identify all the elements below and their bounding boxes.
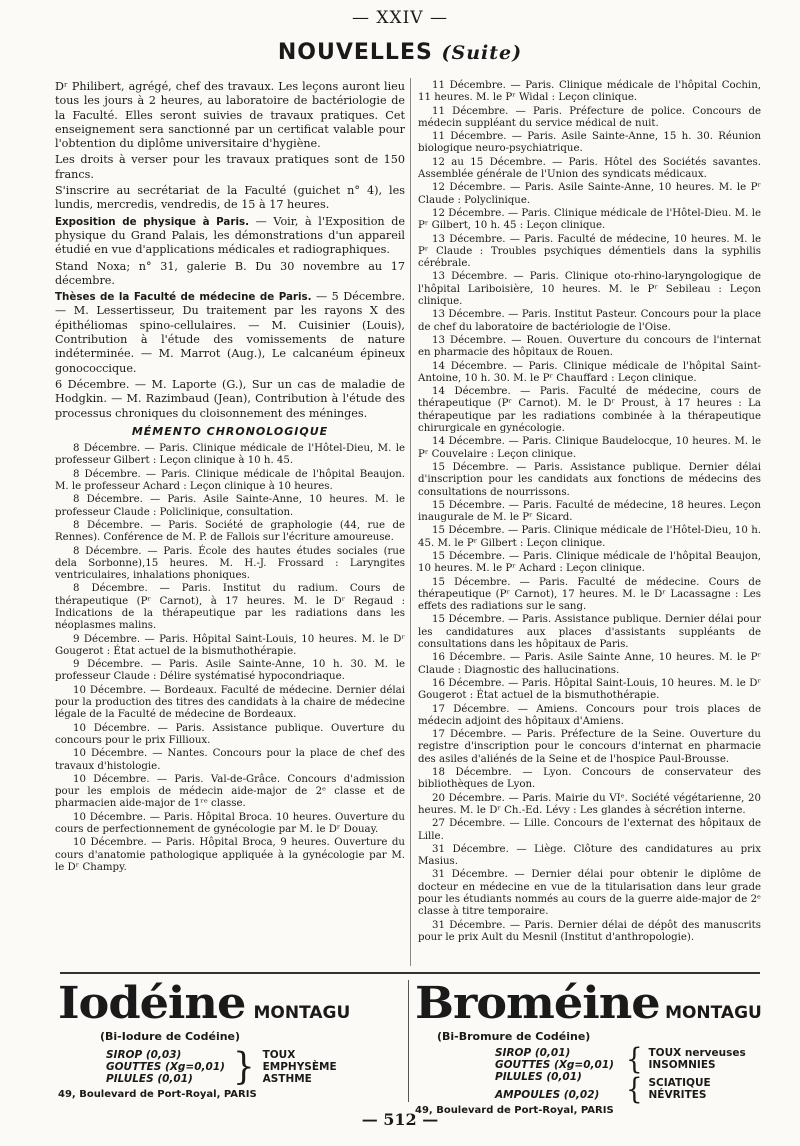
bromeine-subtitle: (Bi-Bromure de Codéine) <box>437 1030 591 1043</box>
memento-entry: 8 Décembre. — Paris. Institut du radium. Cours de thérapeutique (Pʳ Carnot), à 17 heures. M. le Dʳ Regaud : Indications de la thérapeutique par les radiations dans les néoplasmes malins. <box>55 583 405 632</box>
memento-entry: 18 Décembre. — Lyon. Concours de conservateur des bibliothèques de Lyon. <box>418 767 761 791</box>
section-title <box>0 40 800 65</box>
memento-entry: 15 Décembre. — Paris. Faculté de médecine, 18 heures. Leçon inaugurale de M. le Pʳ Sicard. <box>418 499 761 524</box>
page-number: — 512 — <box>361 1110 439 1129</box>
bromeine-indications: TOUX nerveuses INSOMNIES <box>648 1047 746 1071</box>
memento-entry: 8 Décembre. — Paris. Société de graphologie (44, rue de Rennes). Conférence de M. P. de Fallois sur l'écriture amoureuse. <box>55 519 405 544</box>
right-column <box>418 80 761 945</box>
memento-entry: 13 Décembre. — Paris. Institut Pasteur. Concours pour la place de chef du laboratoire de bactériologie de l'Oise. <box>418 309 761 333</box>
memento-entry: 10 Décembre. — Nantes. Concours pour la place de chef des travaux d'histologie. <box>55 748 405 772</box>
bromeine-advert <box>408 978 765 1116</box>
memento-entry: 10 Décembre. — Paris. Val-de-Grâce. Concours d'admission pour les emplois de médecin aide-major de 2ᵉ classe et de pharmacien aide-major de 1ʳᵉ classe. <box>55 773 405 810</box>
advert-rule <box>60 972 760 974</box>
expo-heading: Exposition de physique à Paris. <box>55 215 250 228</box>
memento-entry: 15 Décembre. — Paris. Clinique médicale de l'hôpital Beaujon, 10 heures. M. le Pʳ Achard : Leçon clinique. <box>418 550 761 575</box>
bromeine-address: 49, Boulevard de Port-Royal, PARIS <box>415 1105 614 1116</box>
theses-heading: Thèses de la Faculté de médecine de Paris. <box>55 291 312 304</box>
memento-entry: 12 Décembre. — Paris. Clinique médicale de l'Hôtel-Dieu. M. le Pʳ Gilbert, 10 h. 45 : Leçon clinique. <box>418 207 761 232</box>
brace-icon: { <box>625 1043 643 1077</box>
memento-entry: 14 Décembre. — Paris. Clinique Baudelocque, 10 heures. M. le Pʳ Couvelaire : Leçon clinique. <box>418 436 761 460</box>
brace-icon: { <box>625 1073 643 1107</box>
section-title-suffix: (Suite) <box>441 42 523 64</box>
memento-entry: 20 Décembre. — Paris. Mairie du VIᵉ. Société végétarienne, 20 heures. M. le Dʳ Ch.-Ed. Lévy : Les glandes à sécrétion interne. <box>418 792 761 816</box>
memento-entry: 9 Décembre. — Paris. Asile Sainte-Anne, 10 h. 30. M. le professeur Claude : Délire systématisé hypocondriaque. <box>55 659 405 683</box>
memento-entry: 13 Décembre. — Paris. Faculté de médecine, 10 heures. M. le Pʳ Claude : Troubles psychiques démentiels dans la syphilis cérébrale. <box>418 233 761 270</box>
iodeine-indications: TOUX EMPHYSÈME ASTHME <box>262 1049 337 1085</box>
memento-entry: 8 Décembre. — Paris. École des hautes études sociales (rue dela Sorbonne),15 heures. M. H.-J. Frossard : Laryngites ventriculaires, inhalations phoniques. <box>55 545 405 582</box>
memento-entry: 15 Décembre. — Paris. Clinique médicale de l'Hôtel-Dieu, 10 h. 45. M. le Pʳ Gilbert : Leçon clinique. <box>418 525 761 549</box>
brace-icon: } <box>232 1045 255 1089</box>
intro-paragraph: Dʳ Philibert, agrégé, chef des travaux. Les leçons auront lieu tous les jours à 2 heures, au laboratoire de bactériologie de la Faculté. Elles seront suivies de travaux pratiques. Cet enseignement sera sanctionné par un certificat valable pour l'obtention du diplôme universitaire d'hygiène. <box>55 80 405 151</box>
memento-entry: 17 Décembre. — Paris. Préfecture de la Seine. Ouverture du registre d'inscription pour le concours d'internat en pharmacie des asiles d'aliénés de la Seine et de l'hospice Paul-Brousse. <box>418 729 761 765</box>
memento-heading: MÉMENTO CHRONOLOGIQUE <box>131 424 329 438</box>
section-title-text: NOUVELLES <box>277 40 433 65</box>
memento-entry: 31 Décembre. — Paris. Dernier délai de dépôt des manuscrits pour le prix Ault du Mesnil (Institut d'anthropologie). <box>418 919 761 943</box>
memento-entry: 8 Décembre. — Paris. Asile Sainte-Anne, 10 heures. M. le professeur Claude : Policlinique, consultation. <box>55 494 405 518</box>
memento-entry: 11 Décembre. — Paris. Asile Sainte-Anne, 15 h. 30. Réunion biologique neuro-psychiatrique. <box>418 131 761 155</box>
memento-entry: 16 Décembre. — Paris. Asile Sainte Anne, 10 heures. M. le Pʳ Claude : Diagnostic des hallucinations. <box>418 652 761 676</box>
memento-entry: 14 Décembre. — Paris. Faculté de médecine, cours de thérapeutique (Pʳ Carnot). M. le Dʳ Proust, à 17 heures : La thérapeutique par les radiations combinée à la thérapeutique chirurgicale en gynécologie. <box>418 386 761 435</box>
memento-entry: 16 Décembre. — Paris. Hôpital Saint-Louis, 10 heures. M. le Dʳ Gougerot : État actuel de la bismuthothérapie. <box>418 677 761 702</box>
stand-paragraph: Stand Noxa; n° 31, galerie B. Du 30 novembre au 17 décembre. <box>55 259 405 287</box>
bromeine-indications-2: SCIATIQUE NÉVRITES <box>648 1077 711 1101</box>
memento-entry: 15 Décembre. — Paris. Assistance publique. Dernier délai d'inscription pour les candidats aux fonctions de médecins des consultations de nourrissons. <box>418 461 761 498</box>
memento-entry: 13 Décembre. — Paris. Clinique oto-rhino-laryngologique de l'hôpital Lariboisière, 10 heures. M. le Pʳ Sebileau : Leçon clinique. <box>418 271 761 308</box>
page-roman-number: — XXIV — <box>351 8 448 28</box>
memento-entry: 31 Décembre. — Liège. Clôture des candidatures au prix Masius. <box>418 843 761 868</box>
iodeine-maker: MONTAGU <box>253 1003 351 1023</box>
column-divider <box>410 78 411 966</box>
memento-entry: 15 Décembre. — Paris. Assistance publique. Dernier délai pour les candidatures aux places d'assistants suppléants de consultations dans les hôpitaux de Paris. <box>418 614 761 651</box>
bromeine-doses: SIROP (0,01) GOUTTES (Xg=0,01) PILULES (0,01) AMPOULES (0,02) <box>495 1047 614 1101</box>
memento-entry: 17 Décembre. — Amiens. Concours pour trois places de médecin adjoint des hôpitaux d'Amiens. <box>418 703 761 727</box>
left-column <box>55 80 405 875</box>
memento-entry: 12 Décembre. — Paris. Asile Sainte-Anne, 10 heures. M. le Pʳ Claude : Polyclinique. <box>418 182 761 206</box>
bromeine-brand: Broméine <box>415 978 660 1029</box>
iodeine-doses: SIROP (0,03) GOUTTES (Xg=0,01) PILULES (0,01) <box>106 1049 225 1085</box>
theses-paragraph-2: 6 Décembre. — M. Laporte (G.), Sur un cas de maladie de Hodgkin. — M. Razimbaud (Jean), Contribution à l'étude des processus chroniques du cloisonnement des méninges. <box>55 377 405 420</box>
intro-paragraph: S'inscrire au secrétariat de la Faculté (guichet n° 4), les lundis, mercredis, vendredis, de 15 à 17 heures. <box>55 184 405 212</box>
memento-entry: 9 Décembre. — Paris. Hôpital Saint-Louis, 10 heures. M. le Dʳ Gougerot : État actuel de la bismuthothérapie. <box>55 633 405 657</box>
memento-entry: 27 Décembre. — Lille. Concours de l'externat des hôpitaux de Lille. <box>418 818 761 842</box>
expo-paragraph: Exposition de physique à Paris. — Voir, à l'Exposition de physique du Grand Palais, les démonstrations d'un appareil étudié en vue d'applications médicales et radiographiques. <box>55 214 405 257</box>
intro-paragraph: Les droits à verser pour les travaux pratiques sont de 150 francs. <box>55 153 405 181</box>
memento-entry: 8 Décembre. — Paris. Clinique médicale de l'Hôtel-Dieu, M. le professeur Gilbert : Leçon clinique à 10 h. 45. <box>55 443 405 467</box>
theses-paragraph: Thèses de la Faculté de médecine de Paris. — 5 Décembre. — M. Lessertisseur, Du traitement par les rayons X des épithéliomas spino-cellulaires. — M. Cuisinier (Louis), Contribution à l'étude des vomissements de nature indéterminée. — M. Marrot (Aug.), Le calcanéum épineux gonococcique. <box>55 290 405 375</box>
memento-entry: 10 Décembre. — Paris. Hôpital Broca. 10 heures. Ouverture du cours de perfectionnement de gynécologie par M. le Dʳ Douay. <box>55 811 405 836</box>
memento-entry: 8 Décembre. — Paris. Clinique médicale de l'hôpital Beaujon. M. le professeur Achard : Leçon clinique à 10 heures. <box>55 468 405 493</box>
memento-entry: 15 Décembre. — Paris. Faculté de médecine. Cours de thérapeutique (Pʳ Carnot), 17 heures. M. le Dʳ Lacassagne : Les effets des radiations sur le sang. <box>418 576 761 613</box>
iodeine-brand: Iodéine <box>58 978 246 1029</box>
memento-entry: 10 Décembre. — Paris. Assistance publique. Ouverture du concours pour le prix Fillioux. <box>55 722 405 746</box>
memento-entry: 13 Décembre. — Rouen. Ouverture du concours de l'internat en pharmacie des hôpitaux de Rouen. <box>418 334 761 359</box>
memento-entry: 12 au 15 Décembre. — Paris. Hôtel des Sociétés savantes. Assemblée générale de l'Union des syndicats médicaux. <box>418 156 761 181</box>
memento-entry: 11 Décembre. — Paris. Clinique médicale de l'hôpital Cochin, 11 heures. M. le Pʳ Widal : Leçon clinique. <box>418 80 761 104</box>
iodeine-address: 49, Boulevard de Port-Royal, PARIS <box>58 1089 257 1100</box>
memento-entry: 10 Décembre. — Paris. Hôpital Broca, 9 heures. Ouverture du cours d'anatomie pathologique appliquée à la gynécologie par M. le Dʳ Champy. <box>55 837 405 873</box>
memento-entry: 11 Décembre. — Paris. Préfecture de police. Concours de médecin suppléant du service médical de nuit. <box>418 105 761 129</box>
memento-entry: 31 Décembre. — Dernier délai pour obtenir le diplôme de docteur en médecine en vue de la titularisation dans leur grade pour les étudiants nommés au cours de la guerre aide-major de 2ᵉ classe à titre temporaire. <box>418 869 761 918</box>
iodeine-advert <box>58 980 388 1102</box>
iodeine-subtitle: (Bi-Iodure de Codéine) <box>100 1030 241 1043</box>
memento-entry: 10 Décembre. — Bordeaux. Faculté de médecine. Dernier délai pour la production des titres des candidats à la chaire de médecine légale de la Faculté de médecine de Bordeaux. <box>55 684 405 721</box>
bromeine-maker: MONTAGU <box>665 1003 762 1023</box>
memento-entry: 14 Décembre. — Paris. Clinique médicale de l'hôpital Saint-Antoine, 10 h. 30. M. le Pʳ Chauffard : Leçon clinique. <box>418 360 761 384</box>
